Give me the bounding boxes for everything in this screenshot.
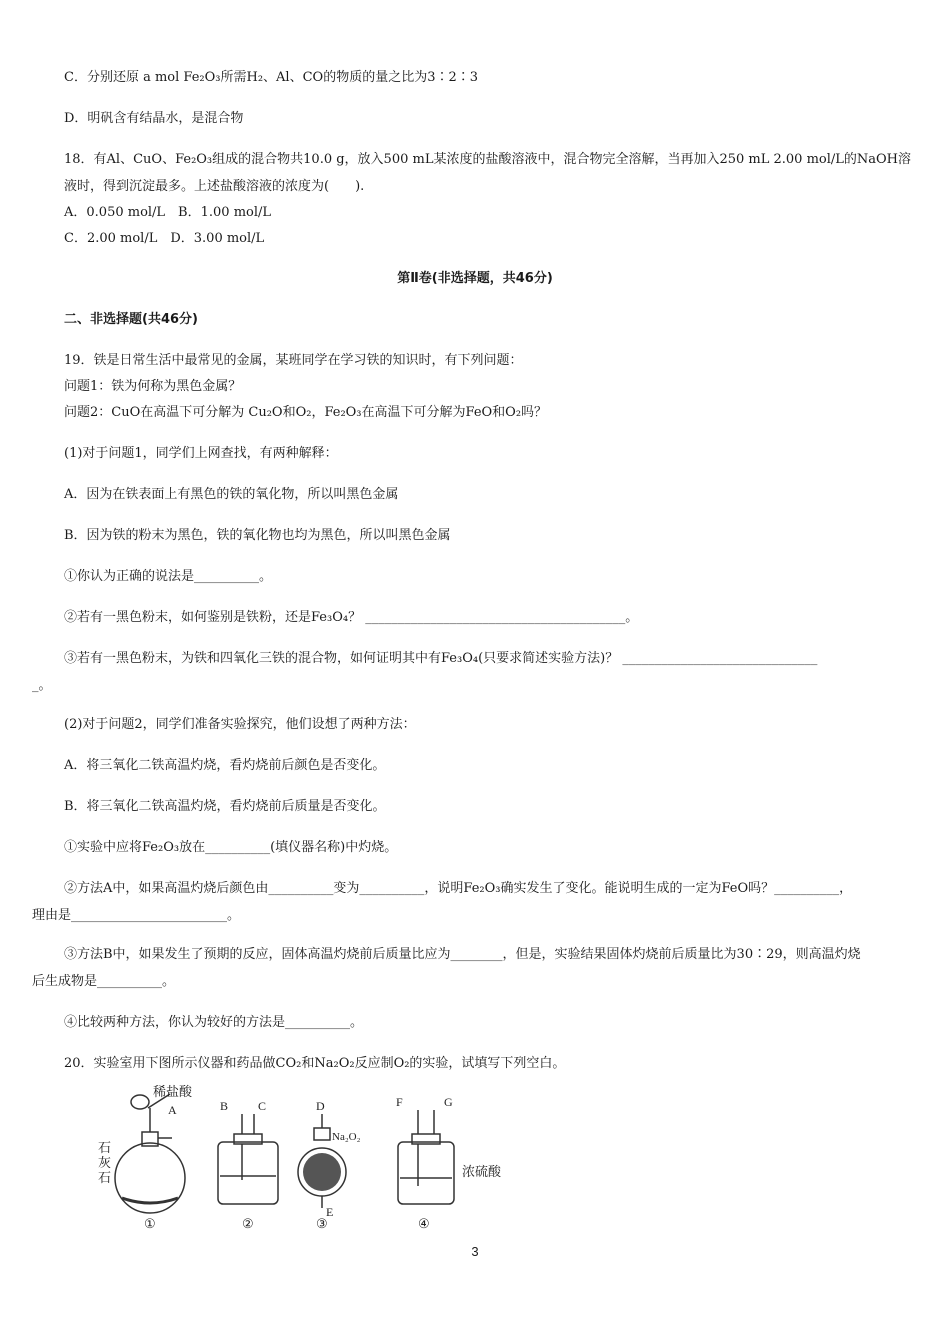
page-number: 3 xyxy=(471,1244,479,1259)
q19-part1-question3-end: _。 xyxy=(32,678,52,693)
q19-part1-question1: ①你认为正确的说法是__________。 xyxy=(64,569,273,584)
q19-part1-option-b: B．因为铁的粉末为黑色，铁的氧化物也均为黑色，所以叫黑色金属 xyxy=(64,528,451,543)
label-limestone-3: 石 xyxy=(98,1170,112,1185)
number-2: ② xyxy=(242,1216,254,1231)
q19-part1-question3: ③若有一黑色粉末，为铁和四氧化三铁的混合物，如何证明其中有Fe₃O₄(只要求简述实验方法)？ ______________________________ xyxy=(64,651,818,666)
apparatus-2 xyxy=(218,1114,278,1204)
q19-intro: 19．铁是日常生活中最常见的金属，某班同学在学习铁的知识时，有下列问题： xyxy=(64,353,523,368)
label-limestone-2: 灰 xyxy=(98,1155,112,1170)
label-conc-sulfuric-acid: 浓硫酸 xyxy=(462,1164,502,1179)
q19-part2-question3-line1: ③方法B中，如果发生了预期的反应，固体高温灼烧前后质量比应为________，但是，实验结果固体灼烧前后质量比为30∶29，则高温灼烧 xyxy=(64,947,861,962)
q18-options-cd: C．2.00 mol/L D．3.00 mol/L xyxy=(64,231,265,246)
letter-a: A xyxy=(168,1103,177,1117)
q19-part2-option-b: B．将三氧化二铁高温灼烧，看灼烧前后质量是否变化。 xyxy=(64,799,386,814)
q19-part1-option-a: A．因为在铁表面上有黑色的铁的氧化物，所以叫黑色金属 xyxy=(64,487,399,502)
q19-part1-question2: ②若有一黑色粉末，如何鉴别是铁粉，还是Fe₃O₄？ ________________________________________。 xyxy=(64,610,639,625)
q18-stem-line1: 18．有Al、CuO、Fe₂O₃组成的混合物共10.0 g，放入500 mL某浓度的盐酸溶液中，混合物完全溶解，当再加入250 mL 2.00 mol/L的NaOH溶 xyxy=(64,152,912,167)
section-title: 第Ⅱ卷(非选择题，共46分) xyxy=(397,271,553,286)
q18-stem-line2: 液时，得到沉淀最多。上述盐酸溶液的浓度为( ). xyxy=(64,179,365,194)
na2o2-powder xyxy=(303,1153,341,1191)
letter-e: E xyxy=(326,1205,334,1219)
q20-stem: 20．实验室用下图所示仪器和药品做CO₂和Na₂O₂反应制O₂的实验，试填写下列空白。 xyxy=(64,1056,566,1071)
q19-part2-question2-line2: 理由是________________________。 xyxy=(32,908,241,923)
q19-part2-question4: ④比较两种方法，你认为较好的方法是__________。 xyxy=(64,1015,364,1030)
number-1: ① xyxy=(144,1216,156,1231)
letter-f: F xyxy=(396,1095,403,1109)
q19-part1-intro: (1)对于问题1，同学们上网查找，有两种解释： xyxy=(64,446,338,461)
q19-part2-option-a: A．将三氧化二铁高温灼烧，看灼烧前后颜色是否变化。 xyxy=(64,758,386,773)
letter-c: C xyxy=(258,1099,267,1113)
q17-option-d: D．明矾含有结晶水，是混合物 xyxy=(64,111,244,126)
q19-problem2: 问题2：CuO在高温下可分解为 Cu₂O和O₂，Fe₂O₃在高温下可分解为FeO和O₂吗？ xyxy=(64,405,548,420)
number-3: ③ xyxy=(316,1216,328,1231)
letter-d: D xyxy=(316,1099,325,1113)
apparatus-figure xyxy=(100,1080,540,1230)
number-4: ④ xyxy=(418,1216,430,1231)
q19-part2-question2-line1: ②方法A中，如果高温灼烧后颜色由__________变为__________，说明Fe₂O₃确实发生了变化。能说明生成的一定为FeO吗？__________， xyxy=(64,881,853,896)
letter-g: G xyxy=(444,1095,453,1109)
apparatus-4 xyxy=(398,1110,454,1204)
label-dilute-hcl: 稀盐酸 xyxy=(153,1084,193,1099)
label-limestone-1: 石 xyxy=(98,1140,112,1155)
q18-options-ab: A．0.050 mol/L B．1.00 mol/L xyxy=(64,205,272,220)
label-na2o2: Na₂O₂ xyxy=(332,1131,361,1143)
letter-b: B xyxy=(220,1099,229,1113)
q19-part2-question1: ①实验中应将Fe₂O₃放在__________(填仪器名称)中灼烧。 xyxy=(64,840,398,855)
part-title: 二、非选择题(共46分) xyxy=(64,312,198,327)
q19-part2-intro: (2)对于问题2，同学们准备实验探究，他们设想了两种方法： xyxy=(64,717,416,732)
q17-option-c: C．分别还原 a mol Fe₂O₃所需H₂、Al、CO的物质的量之比为3∶2∶3 xyxy=(64,70,479,85)
q19-part2-question3-line2: 后生成物是__________。 xyxy=(32,974,176,989)
q19-problem1: 问题1：铁为何称为黑色金属？ xyxy=(64,379,242,394)
